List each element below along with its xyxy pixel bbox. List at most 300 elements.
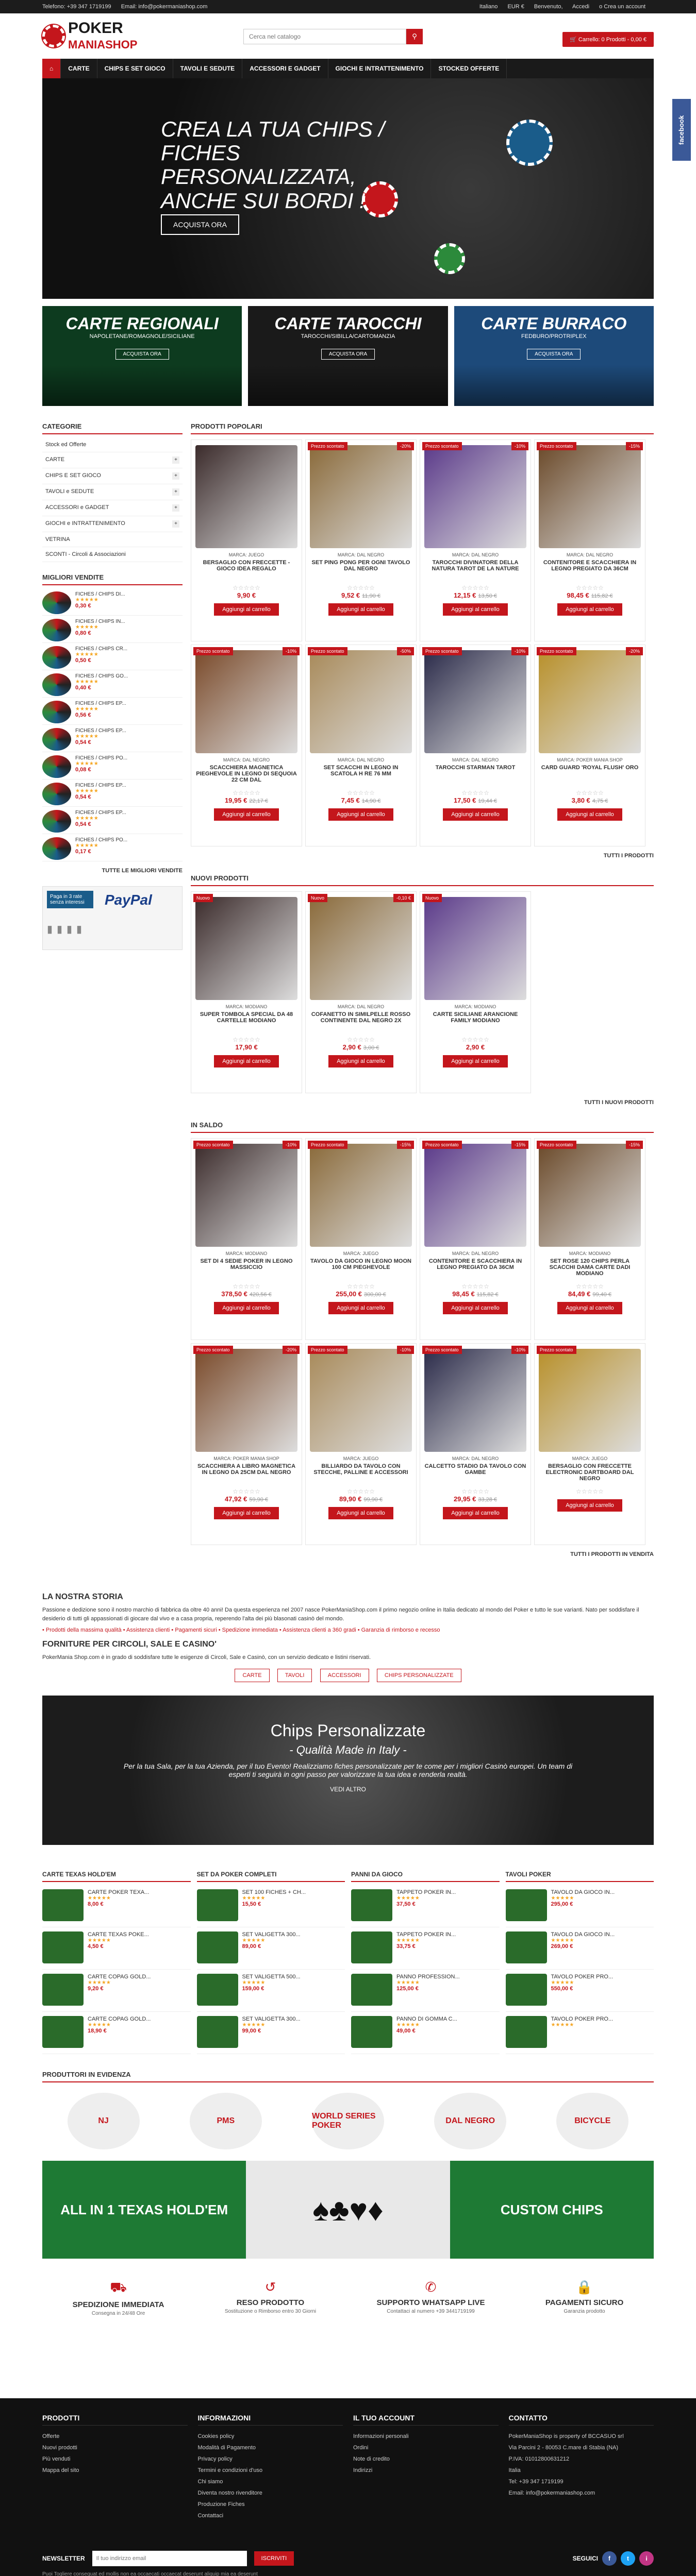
- product-image[interactable]: [424, 1349, 526, 1452]
- column-item[interactable]: [506, 1885, 654, 1927]
- footer-link[interactable]: Cookies policy: [197, 2433, 235, 2439]
- footer-link[interactable]: Indirizzi: [353, 2467, 373, 2473]
- hero-cta-button[interactable]: ACQUISTA ORA: [161, 214, 239, 235]
- promo-custom-chips[interactable]: CUSTOM CHIPS: [450, 2161, 654, 2259]
- rating-stars-icon: ★★★★★: [551, 1938, 574, 1943]
- column-item[interactable]: [197, 1927, 345, 1970]
- product-card[interactable]: [534, 439, 645, 641]
- pill-tavoli[interactable]: TAVOLI: [277, 1669, 312, 1682]
- product-name[interactable]: COFANETTO IN SIMILPELLE ROSSO CONTINENTE DAL NEGRO 2X: [311, 1011, 411, 1024]
- product-card[interactable]: [305, 439, 417, 641]
- column-item[interactable]: [506, 1970, 654, 2012]
- product-name[interactable]: BERSAGLIO CON FRECCETTE ELECTRONIC DARTBOARD DAL NEGRO: [545, 1463, 634, 1482]
- column-item[interactable]: [506, 1927, 654, 1970]
- product-thumbnail[interactable]: [351, 2016, 392, 2048]
- product-thumbnail[interactable]: [506, 1889, 547, 1921]
- product-price: 12,15 €: [453, 591, 476, 599]
- best-seller-item[interactable]: [42, 752, 183, 779]
- product-image[interactable]: [424, 650, 526, 753]
- product-card[interactable]: [420, 439, 531, 641]
- column-item[interactable]: [351, 1970, 500, 2012]
- category-item[interactable]: [42, 547, 183, 562]
- footer-link[interactable]: Chi siamo: [197, 2479, 223, 2485]
- service-title: PAGAMENTI SICURO: [545, 2298, 624, 2307]
- main-nav: [42, 59, 654, 78]
- product-thumbnail[interactable]: [197, 1974, 238, 2006]
- item-info: [242, 1974, 301, 2007]
- product-card[interactable]: [534, 1343, 645, 1545]
- search-button[interactable]: [406, 29, 423, 44]
- brand-logo[interactable]: BICYCLE: [556, 2093, 628, 2149]
- product-image[interactable]: [424, 1144, 526, 1247]
- cart-label: Carrello: 0 Prodotti - 0,00 €: [578, 37, 647, 43]
- instagram-icon[interactable]: i: [639, 2551, 654, 2566]
- product-name[interactable]: SET VALIGETTA 300...: [242, 2016, 301, 2022]
- price-row: [539, 591, 641, 599]
- banner-carte-tarocchi[interactable]: [248, 306, 448, 406]
- product-card[interactable]: [191, 891, 302, 1093]
- product-card[interactable]: [191, 645, 302, 846]
- category-item[interactable]: [42, 500, 183, 516]
- product-name[interactable]: CARTE POKER TEXA...: [88, 1889, 150, 1895]
- rating-stars-icon: ★★★★★: [396, 1938, 420, 1943]
- best-seller-item[interactable]: [42, 779, 183, 807]
- product-image[interactable]: [310, 445, 412, 548]
- footer-link[interactable]: Note di credito: [353, 2456, 390, 2462]
- footer-link[interactable]: Ordini: [353, 2445, 369, 2451]
- column-item[interactable]: [351, 2012, 500, 2054]
- product-name: FICHES / CHIPS EP...: [75, 783, 126, 788]
- best-info: [75, 755, 127, 776]
- product-name[interactable]: TAROCCHI STARMAN TAROT: [435, 765, 516, 771]
- item-info: [88, 1889, 149, 1923]
- product-name[interactable]: CARTE COPAG GOLD...: [88, 2016, 151, 2022]
- product-name[interactable]: CONTENITORE E SCACCHIERA IN LEGNO PREGIATO DA 36CM: [543, 560, 637, 572]
- product-card[interactable]: [420, 1343, 531, 1545]
- register-link[interactable]: o Crea un account: [599, 4, 645, 10]
- footer-link[interactable]: Informazioni personali: [353, 2433, 409, 2439]
- product-name[interactable]: PANNO PROFESSION...: [396, 1974, 460, 1980]
- product-card[interactable]: [420, 891, 531, 1093]
- banner-button[interactable]: ACQUISTA ORA: [321, 349, 375, 360]
- best-info: [75, 619, 125, 639]
- all-sale-link[interactable]: TUTTI I PRODOTTI IN VENDITA: [570, 1551, 654, 1557]
- product-thumbnail[interactable]: [42, 1889, 84, 1921]
- product-thumbnail[interactable]: [42, 810, 71, 833]
- category-item[interactable]: [42, 437, 183, 452]
- banner-button[interactable]: ACQUISTA ORA: [527, 349, 581, 360]
- product-name[interactable]: TAVOLO POKER PRO...: [551, 2016, 614, 2022]
- pill-carte[interactable]: CARTE: [235, 1669, 269, 1682]
- best-seller-item[interactable]: [42, 834, 183, 861]
- footer-link[interactable]: Privacy policy: [197, 2456, 233, 2462]
- old-price: 22,17 €: [249, 798, 269, 804]
- product-name[interactable]: SUPER TOMBOLA SPECIAL DA 48 CARTELLE MODIANO: [200, 1011, 293, 1024]
- rating-stars-icon: ★★★★★: [75, 679, 98, 685]
- product-tag: Prezzo scontato: [422, 442, 462, 450]
- brand-logo[interactable]: DAL NEGRO: [434, 2093, 506, 2149]
- add-to-cart-button[interactable]: Aggiungi al carrello: [443, 603, 508, 616]
- nav-item-giochi[interactable]: GIOCHI E INTRATTENIMENTO: [328, 59, 432, 78]
- product-name[interactable]: CARTE COPAG GOLD...: [88, 1974, 151, 1980]
- price-row: [539, 1290, 641, 1298]
- product-brand: MARCA: JUEGO: [343, 1251, 379, 1256]
- nav-item-carte[interactable]: CARTE: [61, 59, 97, 78]
- product-name[interactable]: CARD GUARD 'ROYAL FLUSH' ORO: [541, 765, 639, 771]
- best-seller-item[interactable]: [42, 588, 183, 616]
- product-image[interactable]: [424, 445, 526, 548]
- chips-subtitle: - Qualità Made in Italy -: [289, 1743, 407, 1756]
- footer-link[interactable]: Offerte: [42, 2433, 60, 2439]
- product-image[interactable]: [539, 445, 641, 548]
- product-card[interactable]: [534, 1138, 645, 1340]
- add-to-cart-button[interactable]: Aggiungi al carrello: [214, 1055, 279, 1067]
- product-name[interactable]: TAPPETO POKER IN...: [396, 1931, 456, 1938]
- column-item[interactable]: [351, 1927, 500, 1970]
- add-to-cart-button[interactable]: Aggiungi al carrello: [214, 808, 279, 821]
- add-to-cart-button[interactable]: Aggiungi al carrello: [443, 808, 508, 821]
- hero-slider[interactable]: [42, 78, 654, 299]
- footer-link[interactable]: Mappa del sito: [42, 2467, 79, 2473]
- lock-icon: 🔒: [576, 2279, 593, 2295]
- chips-more-link[interactable]: VEDI ALTRO: [330, 1786, 366, 1793]
- column-title: PANNI DA GIOCO: [351, 1868, 500, 1882]
- product-card[interactable]: [305, 1138, 417, 1340]
- product-image[interactable]: [539, 650, 641, 753]
- twitter-icon[interactable]: t: [621, 2551, 635, 2566]
- payment-box: [42, 886, 183, 950]
- product-card[interactable]: [305, 645, 417, 846]
- expand-icon[interactable]: +: [172, 488, 179, 496]
- product-image[interactable]: [195, 897, 297, 1000]
- product-price: 99,00 €: [242, 2028, 261, 2034]
- add-to-cart-button[interactable]: Aggiungi al carrello: [214, 603, 279, 616]
- rating-stars-icon: ★★★★★: [75, 624, 98, 630]
- old-price: 99,40 €: [592, 1292, 612, 1298]
- facebook-tab[interactable]: facebook: [672, 99, 691, 161]
- product-name[interactable]: TAVOLO POKER PRO...: [551, 1974, 614, 1980]
- product-name[interactable]: TAVOLO DA GIOCO IN...: [551, 1889, 615, 1895]
- best-seller-item[interactable]: [42, 698, 183, 725]
- product-price: 15,50 €: [242, 1901, 261, 1907]
- newsletter-input[interactable]: [92, 2551, 247, 2566]
- column-item[interactable]: [197, 1885, 345, 1927]
- product-price: 9,52 €: [341, 591, 360, 599]
- home-button[interactable]: [42, 59, 61, 78]
- product-price: 9,20 €: [88, 1986, 104, 1992]
- product-thumbnail[interactable]: [42, 701, 71, 723]
- product-image[interactable]: [195, 445, 297, 548]
- category-item[interactable]: [42, 516, 183, 532]
- cart-button[interactable]: [562, 32, 654, 47]
- add-to-cart-button[interactable]: Aggiungi al carrello: [214, 1302, 279, 1314]
- item-info: [88, 1974, 151, 2007]
- add-to-cart-button[interactable]: Aggiungi al carrello: [557, 808, 622, 821]
- item-info: [551, 1889, 615, 1923]
- banner-title: CARTE TAROCCHI: [274, 314, 422, 333]
- add-to-cart-button[interactable]: Aggiungi al carrello: [328, 1507, 393, 1519]
- product-price: 0,56 €: [75, 712, 91, 718]
- product-card[interactable]: [191, 1343, 302, 1545]
- product-thumbnail[interactable]: [197, 1889, 238, 1921]
- best-seller-item[interactable]: [42, 807, 183, 834]
- product-price: 19,95 €: [224, 796, 247, 804]
- login-link[interactable]: Accedi: [572, 4, 590, 10]
- add-to-cart-button[interactable]: Aggiungi al carrello: [443, 1507, 508, 1519]
- nav-item-accessori[interactable]: ACCESSORI E GADGET: [242, 59, 328, 78]
- column-item[interactable]: [197, 2012, 345, 2054]
- product-thumbnail[interactable]: [351, 1974, 392, 2006]
- item-info: [88, 2016, 151, 2049]
- all-best-link[interactable]: TUTTE LE MIGLIORI VENDITE: [102, 868, 183, 874]
- brand-logo[interactable]: PMS: [190, 2093, 262, 2149]
- currency-select[interactable]: EUR €: [507, 4, 524, 10]
- price-row: [310, 1043, 412, 1051]
- product-price: 33,75 €: [396, 1943, 416, 1950]
- product-thumbnail[interactable]: [197, 2016, 238, 2048]
- email-link[interactable]: Email: info@pokermaniashop.com: [121, 4, 208, 10]
- product-thumbnail[interactable]: [42, 591, 71, 614]
- product-tag: Prezzo scontato: [193, 647, 233, 655]
- chip-decoration: [506, 120, 553, 166]
- brand-logo[interactable]: WORLD SERIES POKER: [312, 2093, 384, 2149]
- product-tag: Nuovo: [422, 894, 442, 902]
- product-thumbnail[interactable]: [42, 783, 71, 805]
- old-price: 99,90 €: [363, 1497, 383, 1503]
- header: [0, 13, 696, 59]
- column-item[interactable]: [42, 2012, 191, 2054]
- product-card[interactable]: [420, 645, 531, 846]
- facebook-icon[interactable]: f: [602, 2551, 617, 2566]
- product-name[interactable]: CALCETTO STADIO DA TAVOLO CON GAMBE: [424, 1463, 526, 1476]
- best-info: [75, 673, 128, 694]
- product-name[interactable]: CONTENITORE E SCACCHIERA IN LEGNO PREGIATO DA 36CM: [428, 1258, 522, 1270]
- product-name[interactable]: BERSAGLIO CON FRECCETTE - GIOCO IDEA REGALO: [203, 560, 290, 572]
- add-to-cart-button[interactable]: Aggiungi al carrello: [328, 1302, 393, 1314]
- add-to-cart-button[interactable]: Aggiungi al carrello: [214, 1507, 279, 1519]
- product-image[interactable]: [539, 1349, 641, 1452]
- nav-item-offerte[interactable]: STOCKED OFFERTE: [431, 59, 507, 78]
- rating-stars-icon: ★★★★★: [242, 1980, 266, 1986]
- category-item[interactable]: [42, 484, 183, 500]
- product-price: 4,50 €: [88, 1943, 104, 1950]
- product-image[interactable]: [310, 650, 412, 753]
- product-name[interactable]: SET PING PONG PER OGNI TAVOLO DAL NEGRO: [311, 560, 410, 572]
- product-image[interactable]: [310, 1349, 412, 1452]
- product-thumbnail[interactable]: [42, 2016, 84, 2048]
- rating-stars-icon: ★★★★★: [396, 1980, 420, 1986]
- product-card[interactable]: [191, 1138, 302, 1340]
- product-name[interactable]: SET SCACCHI IN LEGNO IN SCATOLA H RE 76 MM: [323, 765, 399, 777]
- product-name[interactable]: TAROCCHI DIVINATORE DELLA NATURA TAROT DE LA NATURE: [432, 560, 519, 572]
- product-thumbnail[interactable]: [506, 1931, 547, 1963]
- price-row: [539, 796, 641, 804]
- language-select[interactable]: Italiano: [479, 4, 498, 10]
- product-thumbnail[interactable]: [42, 646, 71, 669]
- rating-stars-icon: ★★★★★: [551, 1980, 574, 1986]
- promo-cards[interactable]: [246, 2161, 450, 2259]
- product-card[interactable]: [305, 1343, 417, 1545]
- logo-text-b: MANIASHOP: [68, 38, 138, 51]
- product-thumbnail[interactable]: [506, 2016, 547, 2048]
- category-item[interactable]: [42, 532, 183, 547]
- product-name[interactable]: SET VALIGETTA 300...: [242, 1931, 301, 1938]
- add-to-cart-button[interactable]: Aggiungi al carrello: [328, 808, 393, 821]
- expand-icon[interactable]: +: [172, 456, 179, 464]
- product-thumbnail[interactable]: [351, 1931, 392, 1963]
- footer-link[interactable]: Diventa nostro rivenditore: [197, 2490, 262, 2496]
- all-new-link[interactable]: TUTTI I NUOVI PRODOTTI: [584, 1099, 654, 1106]
- product-name[interactable]: SCACCHIERA A LIBRO MAGNETICA IN LEGNO DA 25CM DAL NEGRO: [197, 1463, 296, 1476]
- product-tag: Prezzo scontato: [422, 1141, 462, 1149]
- product-name[interactable]: SCACCHIERA MAGNETICA PIEGHEVOLE IN LEGNO DI SEQUOIA 22 CM DAL: [196, 765, 297, 783]
- product-price: 9,90 €: [237, 591, 256, 599]
- product-image[interactable]: [195, 1349, 297, 1452]
- banner-carte-regionali[interactable]: [42, 306, 242, 406]
- pill-chips[interactable]: CHIPS PERSONALIZZATE: [377, 1669, 461, 1682]
- expand-icon[interactable]: +: [172, 504, 179, 512]
- product-tag: Prezzo scontato: [308, 1141, 347, 1149]
- best-info: [75, 646, 127, 667]
- pill-accessori[interactable]: ACCESSORI: [320, 1669, 369, 1682]
- product-price: 550,00 €: [551, 1986, 573, 1992]
- product-image[interactable]: [424, 897, 526, 1000]
- product-name[interactable]: SET VALIGETTA 500...: [242, 1974, 301, 1980]
- product-card[interactable]: [305, 891, 417, 1093]
- best-seller-item[interactable]: [42, 616, 183, 643]
- footer-link[interactable]: Più venduti: [42, 2456, 71, 2462]
- product-image[interactable]: [310, 1144, 412, 1247]
- all-products-link[interactable]: TUTTI I PRODOTTI: [603, 853, 654, 859]
- footer-link[interactable]: Nuovi prodotti: [42, 2445, 77, 2451]
- column-item[interactable]: [506, 2012, 654, 2054]
- search-input[interactable]: [243, 29, 406, 44]
- category-item[interactable]: [42, 452, 183, 468]
- rating-stars-icon: ☆☆☆☆☆: [576, 584, 604, 591]
- product-image[interactable]: [195, 650, 297, 753]
- column-item[interactable]: [42, 1970, 191, 2012]
- brands-section: [42, 2067, 654, 2155]
- product-tag: Prezzo scontato: [193, 1346, 233, 1354]
- item-info: [242, 1889, 306, 1923]
- column-item[interactable]: [197, 1970, 345, 2012]
- price-row: [195, 1290, 297, 1298]
- brand-logo[interactable]: NJ: [68, 2093, 140, 2149]
- supply-text: PokerMania Shop.com è in grado di soddisfare tutte le esigenze di Circoli, Sale e Casinò, con un servizio dedicato e listini riservati.: [42, 1654, 371, 1660]
- product-price: 37,50 €: [396, 1901, 416, 1907]
- search-bar: [243, 29, 423, 44]
- product-tag: Prezzo scontato: [308, 647, 347, 655]
- product-thumbnail[interactable]: [42, 673, 71, 696]
- product-price: 0,54 €: [75, 794, 91, 800]
- price-row: [310, 1290, 412, 1298]
- footer-link[interactable]: Produzione Fiches: [197, 2501, 245, 2507]
- product-thumbnail[interactable]: [506, 1974, 547, 2006]
- product-name[interactable]: TAVOLO DA GIOCO IN...: [551, 1931, 615, 1938]
- rating-stars-icon: ★★★★★: [75, 734, 98, 739]
- banner-image: [42, 365, 242, 406]
- banner-carte-burraco[interactable]: [454, 306, 654, 406]
- price-row: [195, 796, 297, 804]
- add-to-cart-button[interactable]: Aggiungi al carrello: [443, 1055, 508, 1067]
- product-brand: MARCA: DAL NEGRO: [452, 1251, 499, 1256]
- column-item[interactable]: [351, 1885, 500, 1927]
- product-name[interactable]: CARTE TEXAS POKE...: [88, 1931, 149, 1938]
- add-to-cart-button[interactable]: Aggiungi al carrello: [557, 603, 622, 616]
- best-seller-item[interactable]: [42, 643, 183, 670]
- product-price: 7,45 €: [341, 796, 360, 804]
- product-thumbnail[interactable]: [42, 728, 71, 751]
- product-thumbnail[interactable]: [42, 1974, 84, 2006]
- new-products-title: NUOVI PRODOTTI: [191, 871, 654, 886]
- newsletter-note: Puoi Togliere consequat ed mollis non ea occaecati occaecat deserunt aliquip mia ea deserunt: [42, 2571, 258, 2576]
- nav-item-tavoli[interactable]: TAVOLI E SEDUTE: [173, 59, 243, 78]
- nav-item-chips[interactable]: CHIPS E SET GIOCO: [97, 59, 173, 78]
- product-image[interactable]: [539, 1144, 641, 1247]
- product-thumbnail[interactable]: [42, 755, 71, 778]
- add-to-cart-button[interactable]: Aggiungi al carrello: [443, 1302, 508, 1314]
- product-price: 98,45 €: [452, 1290, 475, 1298]
- product-thumbnail[interactable]: [197, 1931, 238, 1963]
- product-name[interactable]: BILLIARDO DA TAVOLO CON STECCHE, PALLINE E ACCESSORI: [313, 1463, 408, 1476]
- product-thumbnail[interactable]: [42, 1931, 84, 1963]
- expand-icon[interactable]: +: [172, 472, 179, 480]
- product-name[interactable]: TAVOLO DA GIOCO IN LEGNO MOON 100 CM PIEGHEVOLE: [310, 1258, 411, 1270]
- product-thumbnail[interactable]: [42, 837, 71, 860]
- logo[interactable]: [42, 22, 151, 50]
- product-thumbnail[interactable]: [351, 1889, 392, 1921]
- add-to-cart-button[interactable]: Aggiungi al carrello: [328, 603, 393, 616]
- best-seller-item[interactable]: [42, 725, 183, 752]
- column-title: TAVOLI POKER: [506, 1868, 654, 1882]
- banner-subtitle: FEDBURO/PROTRIPLEX: [521, 333, 587, 340]
- product-thumbnail[interactable]: [42, 619, 71, 641]
- product-name[interactable]: SET DI 4 SEDIE POKER IN LEGNO MASSICCIO: [200, 1258, 293, 1270]
- product-name[interactable]: TAPPETO POKER IN...: [396, 1889, 456, 1895]
- product-card[interactable]: [420, 1138, 531, 1340]
- product-name[interactable]: SET 100 FICHES + CH...: [242, 1889, 306, 1895]
- category-item[interactable]: [42, 468, 183, 484]
- product-name[interactable]: PANNO DI GOMMA C...: [396, 2016, 457, 2022]
- add-to-cart-button[interactable]: Aggiungi al carrello: [557, 1302, 622, 1314]
- column-item[interactable]: [42, 1927, 191, 1970]
- product-column: [506, 1868, 654, 2054]
- product-card[interactable]: [191, 439, 302, 641]
- footer-link[interactable]: Termini e condizioni d'uso: [197, 2467, 263, 2473]
- product-card[interactable]: [534, 645, 645, 846]
- add-to-cart-button[interactable]: Aggiungi al carrello: [557, 1499, 622, 1512]
- expand-icon[interactable]: +: [172, 520, 179, 528]
- product-name[interactable]: CARTE SICILIANE ARANCIONE FAMILY MODIANO: [433, 1011, 518, 1024]
- product-name[interactable]: SET ROSE 120 CHIPS PERLA SCACCHI DAMA CARTE DADI MODIANO: [549, 1258, 631, 1277]
- footer-link[interactable]: Modalità di Pagamento: [197, 2445, 256, 2451]
- promo-texas[interactable]: ALL IN 1 TEXAS HOLD'EM: [42, 2161, 246, 2259]
- product-price: 49,00 €: [396, 2028, 416, 2034]
- footer-link[interactable]: Contattaci: [197, 2513, 224, 2519]
- product-price: 0,50 €: [75, 657, 91, 664]
- product-name: FICHES / CHIPS EP...: [75, 810, 126, 816]
- product-column: [197, 1868, 345, 2054]
- newsletter-button[interactable]: ISCRIVITI: [254, 2551, 294, 2566]
- column-item[interactable]: [42, 1885, 191, 1927]
- product-image[interactable]: [195, 1144, 297, 1247]
- banner-button[interactable]: ACQUISTA ORA: [115, 349, 169, 360]
- add-to-cart-button[interactable]: Aggiungi al carrello: [328, 1055, 393, 1067]
- best-seller-item[interactable]: [42, 670, 183, 698]
- product-price: 3,80 €: [571, 796, 590, 804]
- discount-badge: -10%: [283, 647, 300, 655]
- product-image[interactable]: [310, 897, 412, 1000]
